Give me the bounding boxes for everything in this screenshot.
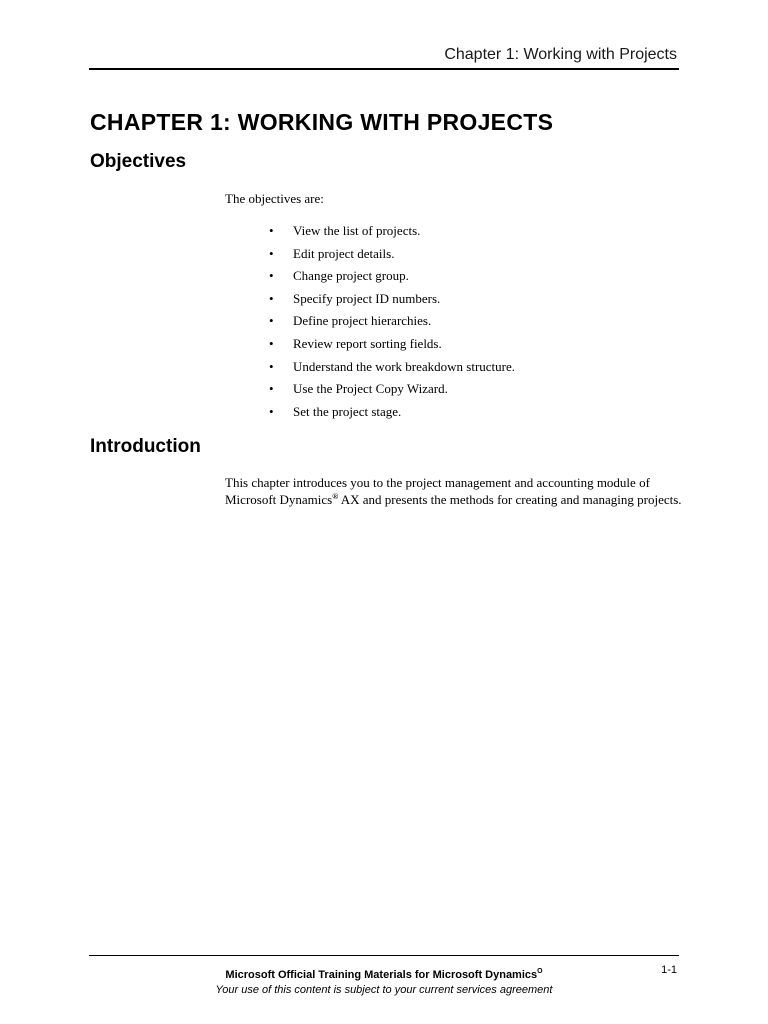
objective-text: Define project hierarchies. [293,313,432,329]
registered-mark: ® [332,492,339,501]
bullet-icon: • [269,223,274,238]
bullet-icon: • [269,381,274,397]
objective-text: Understand the work breakdown structure. [293,358,516,374]
bullet-icon: • [269,403,274,419]
footer-rule [89,955,679,956]
header-rule [89,68,679,70]
objective-text: Specify project ID numbers. [293,290,441,306]
bullet-icon: • [269,245,274,261]
bullet-icon: • [269,313,274,329]
introduction-text-end: AX and presents the methods for creating and managing projects. [338,492,682,507]
objective-text: View the list of projects. [293,223,421,238]
footer-notice: Your use of this content is subject to your current services agreement [215,984,553,996]
objectives-heading: Objectives [90,151,187,172]
objective-text: Use the Project Copy Wizard. [293,381,448,397]
bullet-icon: • [269,335,274,351]
introduction-paragraph [225,474,685,508]
running-header: Chapter 1: Working with Projects [444,46,677,63]
introduction-heading: Introduction [90,436,201,457]
footer-title [0,969,768,981]
objective-text: Review report sorting fields. [293,335,442,351]
objective-text: Edit project details. [293,245,395,261]
objective-text: Set the project stage. [293,403,402,419]
introduction-text-start: This chapter introduces you to the project management and accounting module of Microsoft Dynamics [225,475,650,507]
bullet-icon: • [269,358,274,374]
footer-title-mark: O [537,968,543,975]
objective-text: Change project group. [293,268,409,284]
footer-title-text: Microsoft Official Training Materials for Microsoft Dynamics [225,969,538,981]
objectives-lead: The objectives are: [225,191,324,206]
page-number: 1-1 [661,964,677,976]
bullet-icon: • [269,268,274,284]
bullet-icon: • [269,290,274,306]
chapter-title: CHAPTER 1: WORKING WITH PROJECTS [90,109,554,135]
